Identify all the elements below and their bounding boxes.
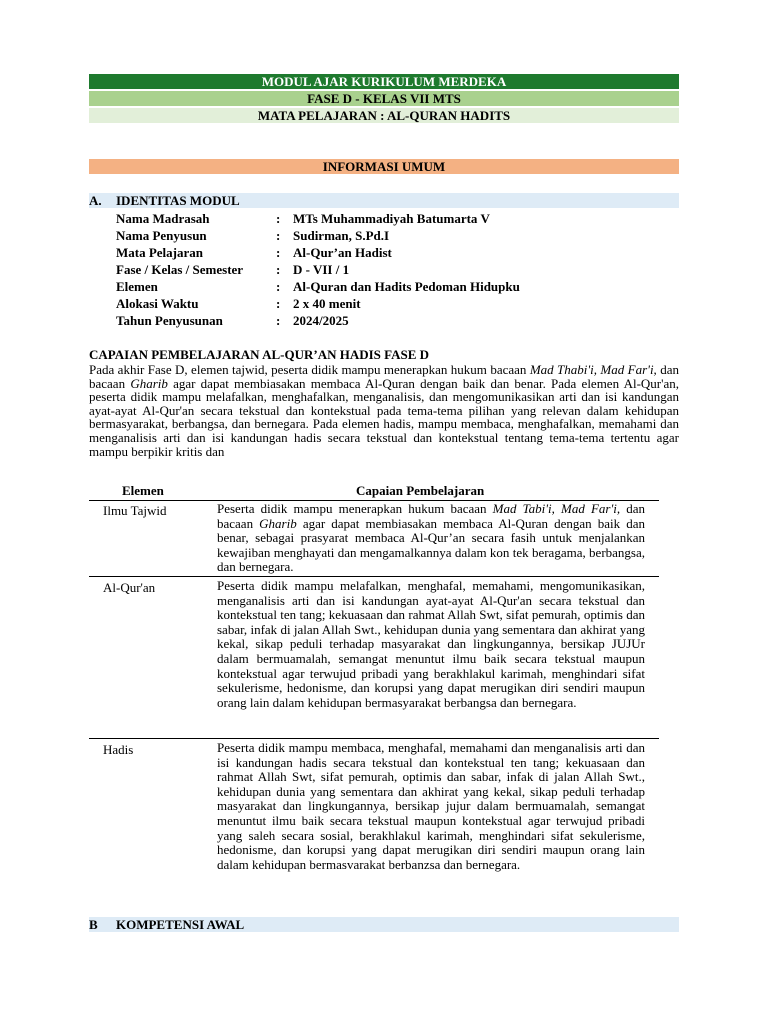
section-a-title: IDENTITAS MODUL xyxy=(116,193,240,208)
identity-row xyxy=(116,295,676,312)
phase-class-band: FASE D - KELAS VII MTS xyxy=(89,91,679,106)
table-divider xyxy=(89,738,659,739)
identity-value: Al-Qur’an Hadist xyxy=(293,245,392,260)
module-title-band: MODUL AJAR KURIKULUM MERDEKA xyxy=(89,74,679,89)
identity-label: Fase / Kelas / Semester xyxy=(116,262,244,277)
paragraph-text: agar dapat membiasakan membaca Al-Quran dengan baik dan benar. Pada elemen Al-Qur'an, peserta didik mampu melafalkan, menghafalkan, menganalisis, dan mengomunikasikan arti dan isi kandungan ayat-ayat Al-Qur'an secara tekstual dan kontekstual pada tema-tema pilihan yang relevan dalam kehidupan bermasyarakat, berbangsa, dan bernegara. Pada elemen hadis, mampu membaca, menghafalkan, memahami dan menganalisis arti dan isi kandungan hadis secara tekstual dan kontekstual tentang tema-tema tertentu agar mampu berpikir kritis dan xyxy=(89,375,679,459)
identity-label: Elemen xyxy=(116,279,158,294)
identity-label: Mata Pelajaran xyxy=(116,245,204,260)
paragraph-text: Pada akhir Fase D, elemen tajwid, peserta didik mampu menerapkan hukum bacaan xyxy=(89,362,530,377)
identity-colon: : xyxy=(276,296,281,311)
identity-value: Sudirman, S.Pd.I xyxy=(293,228,390,243)
cell-italic-term: Mad Tabi'i, Mad Far'i, xyxy=(492,501,621,516)
identity-value: 2024/2025 xyxy=(293,313,349,328)
section-b-number: B xyxy=(89,917,98,932)
identity-row xyxy=(116,227,676,244)
identity-colon: : xyxy=(276,245,281,260)
paragraph-text: dan bacaan xyxy=(89,362,679,391)
general-info-band: INFORMASI UMUM xyxy=(89,159,679,174)
identity-value: Al-Quran dan Hadits Pedoman Hidupku xyxy=(293,279,520,294)
identity-row xyxy=(116,244,676,261)
identity-colon: : xyxy=(276,228,281,243)
section-a-header xyxy=(89,193,679,208)
identity-label: Alokasi Waktu xyxy=(116,296,199,311)
section-a-number: A. xyxy=(89,193,102,208)
identity-value: D - VII / 1 xyxy=(293,262,350,277)
table-header-achievement: Capaian Pembelajaran xyxy=(356,483,485,498)
capaian-heading: CAPAIAN PEMBELAJARAN AL-QUR’AN HADIS FASE D xyxy=(89,347,430,362)
table-divider xyxy=(89,576,659,577)
identity-label: Nama Madrasah xyxy=(116,211,210,226)
cell-text: agar dapat membiasakan membaca Al-Quran dengan baik dan benar, sebagai prasyarat membaca Al-Qur’an secara fasih untuk menjalankan kewajiban menghayati dan mengamalkannya dalam kon tek beragama, berbangsa, dan bernegara. xyxy=(217,515,645,575)
capaian-paragraph xyxy=(89,363,679,458)
table-row-label: Hadis xyxy=(103,742,134,757)
identity-row xyxy=(116,261,676,278)
table-row-label: Ilmu Tajwid xyxy=(103,503,167,518)
cell-text: dan bacaan xyxy=(217,501,645,531)
identity-colon: : xyxy=(276,211,281,226)
identity-row xyxy=(116,210,676,227)
identity-row xyxy=(116,312,676,329)
cell-italic-term: Gharib xyxy=(259,515,297,531)
section-b-header xyxy=(89,917,679,932)
table-row-text: Peserta didik mampu melafalkan, menghafal, memahami, mengomunikasikan, menganalisis arti dan isi kandungan ayat-ayat Al-Qur'an secara tekstual dan kontekstual ten tang; kekuasaan dan rahmat Allah Swt, sifat pemurah, optimis dan sabar, infak di jalan Allah Swt., kehidupan dunia yang sementara dan akhirat yang kekal, sikap peduli terhadap masyarakat dan lingkungannya, bersikap JUJUr dalam bermuamalah, semangat menuntut ilmu baik secara tekstual maupun kontekstual agar terwujud pribadi yang berakhlakul karimah, menghindari sifat sekulerisme, hedonisme, dan korupsi yang dapat merugikan diri sendiri maupun orang lain dalam kehidupan bermasyarakat berbangsa dan bernegara. xyxy=(217,578,645,710)
identity-value: MTs Muhammadiyah Batumarta V xyxy=(293,211,490,226)
identity-label: Tahun Penyusunan xyxy=(116,313,223,328)
cell-text: Peserta didik mampu menerapkan hukum bacaan xyxy=(217,501,493,516)
identity-colon: : xyxy=(276,262,281,277)
identity-colon: : xyxy=(276,313,281,328)
identity-label: Nama Penyusun xyxy=(116,228,207,243)
paragraph-italic-term: Mad Thabi'i, Mad Far'i, xyxy=(529,362,657,377)
table-row-text: Peserta didik mampu membaca, menghafal, memahami dan menganalisis arti dan isi kandungan hadis secara tekstual dan kontekstual ten tang; kekuasaan dan rahmat Allah Swt, sifat pemurah, optimis dan sabar, infak di jalan Allah Swt., kehidupan dunia yang sementara dan akhirat yang kekal, sikap peduli terhadap masyarakat dan lingkungannya, bersikap jujur dalam bermuamalah, semangat menuntut ilmu baik secara tekstual maupun kontekstual agar terwujud pribadi yang saleh secara sosial, berakhlakul karimah, menghindari sifat sekulerisme, hedonisme, dan korupsi yang dapat merugikan diri sendiri maupun orang lain dalam kehidupan bermasvarakat berbanzsa dan bernegara. xyxy=(217,740,645,872)
paragraph-italic-term: Gharib xyxy=(130,375,168,391)
identity-value: 2 x 40 menit xyxy=(293,296,361,311)
table-header-element: Elemen xyxy=(122,483,164,498)
table-row-text xyxy=(217,502,645,575)
table-row-label: Al-Qur'an xyxy=(103,580,156,595)
identity-colon: : xyxy=(276,279,281,294)
section-b-title: KOMPETENSI AWAL xyxy=(116,917,245,932)
subject-band: MATA PELAJARAN : AL-QURAN HADITS xyxy=(89,108,679,123)
identity-row xyxy=(116,278,676,295)
